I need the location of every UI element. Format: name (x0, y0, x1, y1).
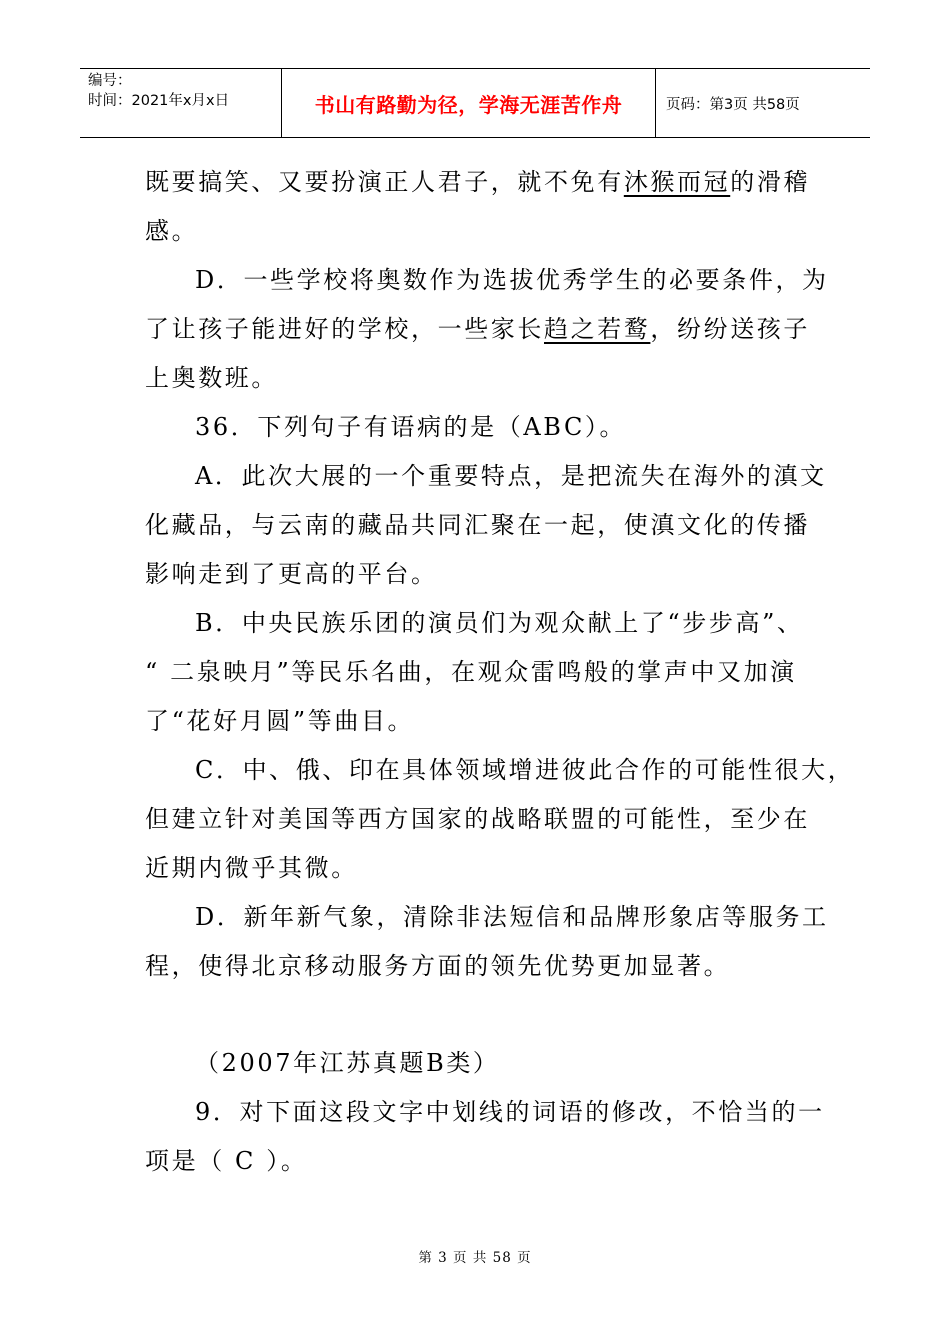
section-source-heading: （2007年江苏真题B类） (195, 1049, 500, 1077)
text-segment: ，纷纷送孩子 (650, 315, 811, 343)
question-9: 9．对下面这段文字中划线的词语的修改，不恰当的一 (195, 1098, 825, 1126)
underlined-phrase: 沐猴而冠 (623, 168, 731, 196)
text-line: 化藏品，与云南的藏品共同汇聚在一起，使滇文化的传播 (145, 511, 810, 539)
text-line: 影响走到了更高的平台。 (145, 560, 438, 588)
paragraph-gap (145, 991, 813, 1039)
option-d-line: D．新年新气象，清除非法短信和品牌形象店等服务工 (195, 903, 829, 931)
text-line: 近期内微乎其微。 (145, 854, 358, 882)
text-line: 感。 (145, 217, 199, 245)
option-d-line: D．一些学校将奥数作为选拔优秀学生的必要条件，为 (195, 266, 829, 294)
header-meta (80, 69, 282, 137)
option-a-line: A．此次大展的一个重要特点，是把流失在海外的滇文 (195, 462, 827, 490)
text-line: 但建立针对美国等西方国家的战略联盟的可能性，至少在 (145, 805, 810, 833)
underlined-phrase: 趋之若鹜 (544, 315, 651, 343)
text-line: “ 二泉映月”等民乐名曲，在观众雷鸣般的掌声中又加演 (145, 658, 797, 686)
text-line (145, 158, 813, 207)
document-number-label: 编号： (88, 73, 132, 89)
header-page-label: 页码：第3页 共58页 (666, 96, 800, 113)
text-line: 上奥数班。 (145, 364, 278, 392)
page-header (80, 68, 870, 138)
option-c-line: C．中、俄、印在具体领域增进彼此合作的可能性很大， (195, 756, 855, 784)
page-footer (0, 1246, 950, 1266)
text-line: 了“花好月圆”等曲目。 (145, 707, 415, 735)
document-time-label: 时间：2021年x月x日 (88, 93, 230, 109)
question-36: 36．下列句子有语病的是（ABC）。 (195, 413, 627, 441)
header-motto (282, 69, 656, 137)
text-segment: 既要搞笑、又要扮演正人君子，就不免有 (145, 168, 624, 196)
document-body (145, 158, 855, 1186)
motto-text: 书山有路勤为径，学海无涯苦作舟 (314, 92, 623, 117)
text-line: 程，使得北京移动服务方面的领先优势更加显著。 (145, 952, 731, 980)
header-page-info (656, 69, 870, 137)
text-segment: 了让孩子能进好的学校，一些家长 (145, 315, 544, 343)
footer-page-number: 第 3 页 共 58 页 (418, 1250, 532, 1266)
text-line (145, 305, 813, 354)
text-line: 项是（ C ）。 (145, 1147, 308, 1175)
text-segment: 的滑稽 (730, 168, 811, 196)
option-b-line: B．中央民族乐团的演员们为观众献上了“步步高”、 (195, 609, 804, 637)
